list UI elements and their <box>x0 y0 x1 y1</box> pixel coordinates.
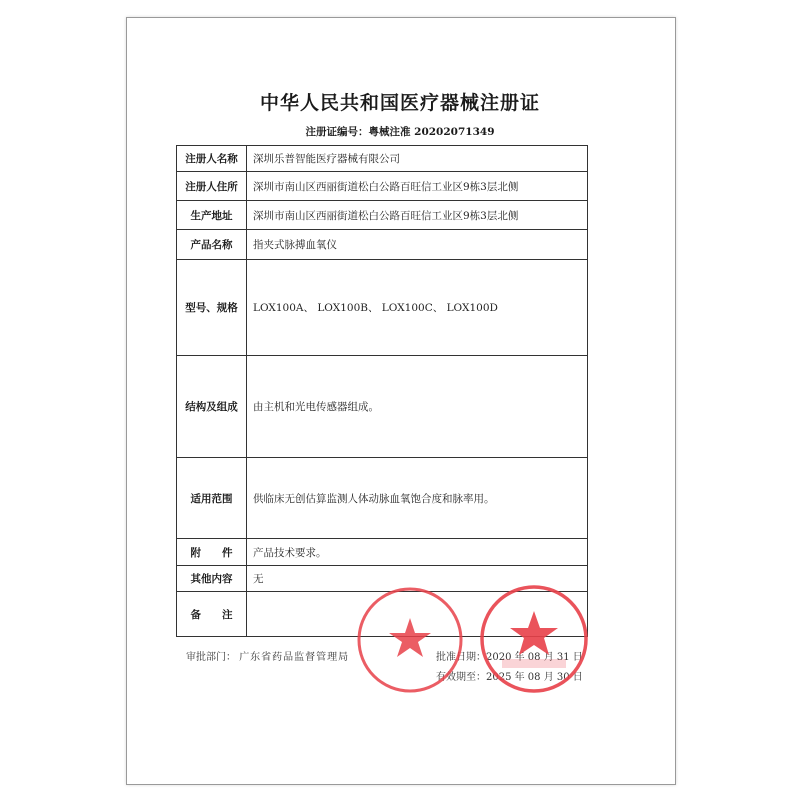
company-seal <box>355 585 465 695</box>
approver-label: 审批部门： <box>186 652 236 663</box>
row-value: 深圳市南山区西丽街道松白公路百旺信工业区9栋3层北侧 <box>247 201 588 230</box>
row-key: 产品名称 <box>177 230 247 260</box>
row-key: 备 注 <box>177 592 247 637</box>
row-key: 其他内容 <box>177 566 247 592</box>
row-value: 无 <box>247 566 588 592</box>
authority-seal <box>478 583 590 695</box>
approval-date-label: 批准日期： <box>436 652 486 663</box>
row-key: 型号、规格 <box>177 260 247 356</box>
approver <box>186 648 349 663</box>
row-value: 由主机和光电传感器组成。 <box>247 356 588 458</box>
row-value: 产品技术要求。 <box>247 539 588 566</box>
row-value: LOX100A、 LOX100B、 LOX100C、 LOX100D <box>247 260 588 356</box>
row-value: 指夹式脉搏血氧仪 <box>247 230 588 260</box>
valid-until-value: 2025 年 08 月 30 日 <box>486 672 583 683</box>
table-row <box>177 201 588 230</box>
row-key: 注册人名称 <box>177 146 247 172</box>
table-row <box>177 356 588 458</box>
row-key: 适用范围 <box>177 458 247 539</box>
row-key: 结构及组成 <box>177 356 247 458</box>
table-row <box>177 260 588 356</box>
table-row <box>177 230 588 260</box>
approver-value: 广东省药品监督管理局 <box>239 652 350 663</box>
table-row <box>177 539 588 566</box>
table-row <box>177 172 588 201</box>
registration-number-value: 粤械注准 20202071349 <box>368 126 495 138</box>
registration-number-label: 注册证编号： <box>305 126 369 138</box>
valid-until-label: 有效期至： <box>436 672 486 683</box>
row-key: 生产地址 <box>177 201 247 230</box>
table-row <box>177 458 588 539</box>
row-value: 深圳市南山区西丽街道松白公路百旺信工业区9栋3层北侧 <box>247 172 588 201</box>
approval-date-value: 2020 年 08 月 31 日 <box>486 652 583 663</box>
table-row <box>177 146 588 172</box>
row-key: 附 件 <box>177 539 247 566</box>
registration-number <box>0 124 800 139</box>
row-value: 供临床无创估算监测人体动脉血氧饱合度和脉率用。 <box>247 458 588 539</box>
row-key: 注册人住所 <box>177 172 247 201</box>
row-value: 深圳乐普智能医疗器械有限公司 <box>247 146 588 172</box>
certificate-table <box>176 145 588 637</box>
document-title: 中华人民共和国医疗器械注册证 <box>259 92 540 114</box>
